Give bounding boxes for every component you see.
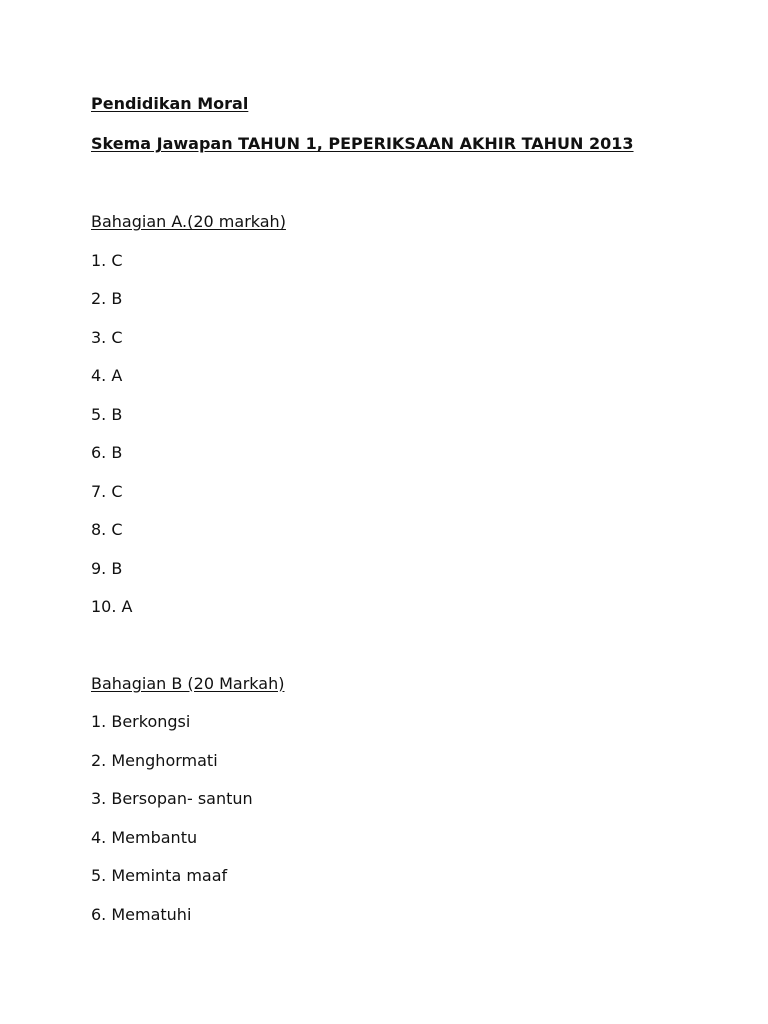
answer-scheme-title: Skema Jawapan TAHUN 1, PEPERIKSAAN AKHIR TAHUN 2013	[91, 134, 634, 153]
section-a-answer-10: 10. A	[91, 597, 133, 616]
section-b-answer-3: 3. Bersopan- santun	[91, 789, 253, 808]
section-a-answer-1: 1. C	[91, 250, 123, 270]
section-b-answer-2: 2. Menghormati	[91, 750, 218, 770]
section-a-answer-4: 4. A	[91, 366, 123, 385]
section-spacer	[91, 635, 731, 673]
section-a-answer-9: 9. B	[91, 558, 123, 578]
section-a-answer-2: 2. B	[91, 289, 123, 308]
section-a-answer-5: 5. B	[91, 404, 123, 424]
answer-scheme-page	[91, 93, 731, 942]
section-b-heading: Bahagian B (20 Markah)	[91, 673, 285, 693]
section-b-answer-5: 5. Meminta maaf	[91, 866, 228, 885]
subject-title: Pendidikan Moral	[91, 94, 249, 113]
section-b	[91, 673, 731, 943]
section-a-answer-3: 3. C	[91, 327, 123, 347]
section-b-answer-1: 1. Berkongsi	[91, 712, 191, 731]
section-a-answer-7: 7. C	[91, 481, 123, 501]
section-b-answer-4: 4. Membantu	[91, 827, 198, 847]
section-a-heading: Bahagian A.(20 markah)	[91, 212, 286, 231]
section-b-answer-list	[91, 711, 731, 942]
section-a-answer-8: 8. C	[91, 520, 123, 539]
section-a	[91, 211, 731, 635]
section-spacer	[91, 173, 731, 211]
section-b-answer-6: 6. Mematuhi	[91, 904, 192, 924]
section-a-answer-list	[91, 250, 731, 635]
section-a-answer-6: 6. B	[91, 443, 123, 462]
